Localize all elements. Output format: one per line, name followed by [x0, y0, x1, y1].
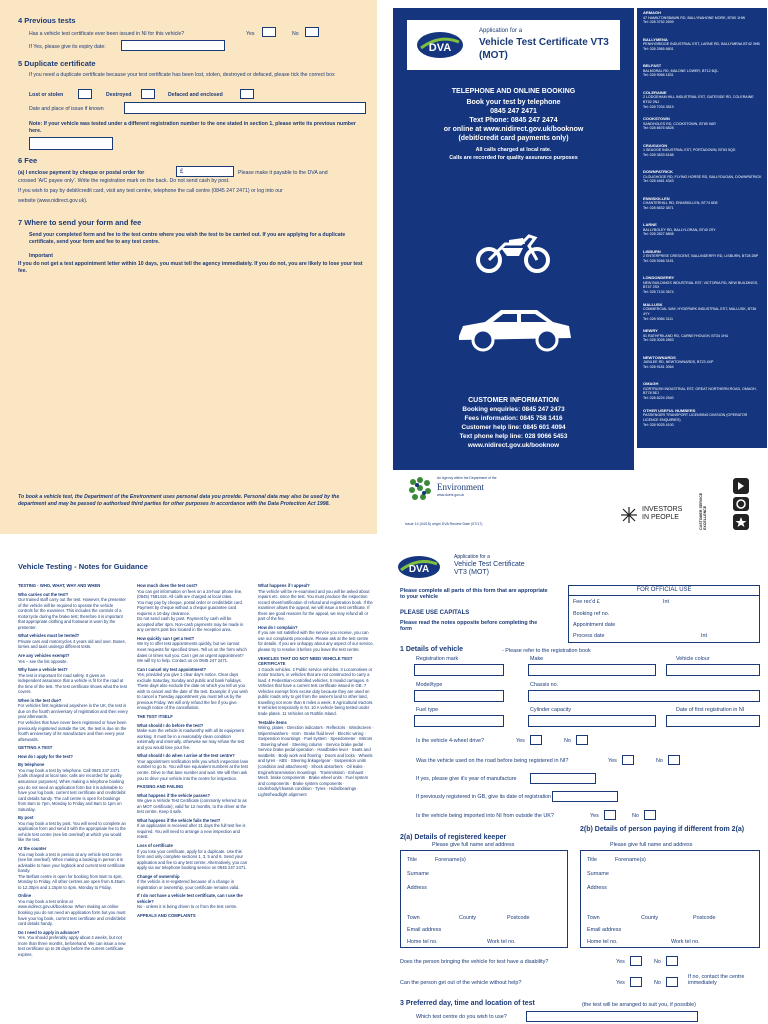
- q-road-yes-label: Yes: [608, 758, 617, 764]
- cover-title-band: [407, 20, 620, 70]
- booking-phone: 0845 247 2471: [490, 108, 537, 115]
- fuel-label: Fuel type: [416, 707, 439, 713]
- doe-logo-icon: [405, 474, 435, 504]
- test-centre-tel: Tel: 028 2827 8808: [643, 232, 674, 237]
- notes-paragraph: You may pay by cheque, postal order or credit/debit card. Payment by cheque without a cheque guarantee card requires a 10-day clearance.: [137, 599, 243, 616]
- notes-paragraph: Your appointment notification tells you which inspection lane number to go to. You will see equivalent numbers at the test centre. Drive to that lane number and wait. We will then ask you to drive your vehicle into the centre for inspection.: [137, 758, 249, 781]
- notes-heading: TESTING - WHO, WHAT, WHY AND WHEN: [18, 583, 101, 588]
- cse-mark-2-icon: [733, 497, 749, 511]
- motorcycle-icon: [475, 226, 551, 274]
- test-centre-name: BALLYMENA: [643, 36, 668, 42]
- ci-helpline: Customer help line: 0845 601 4094: [461, 424, 566, 431]
- lost-checkbox[interactable]: [78, 89, 92, 99]
- test-centres-panel: [637, 8, 767, 448]
- test-centre-entry: [643, 143, 763, 158]
- notes-column-2: [137, 580, 249, 919]
- make-input[interactable]: [528, 664, 656, 676]
- q-disability-no-label: No: [654, 959, 661, 965]
- notes-heading: What happens if the vehicle passes?: [137, 792, 211, 798]
- form-page-sections: [0, 0, 377, 534]
- pound-sign: £: [180, 169, 184, 175]
- official-use-box: [568, 585, 760, 643]
- test-centre-address: 47 HAMILTONSBAWN RD, BALLYNAHONE MORE, BT60 1HW: [643, 15, 746, 20]
- payer-title-label: Title: [587, 857, 597, 863]
- keeper-email-label: Email address: [407, 927, 442, 933]
- ci-booking: Booking enquiries: 0845 247 2473: [462, 406, 565, 413]
- q-get-out-yes-checkbox[interactable]: [630, 977, 642, 987]
- expiry-label: If Yes, please give its expiry date:: [29, 44, 106, 50]
- test-centre-address: 1 SEAGOE INDUSTRIAL EST, PORTADOWN, BT63 5QD: [643, 148, 736, 153]
- test-centre-address: 2 ENTERPRISE CRESCENT, BALLINDERRY RD, LISBURN, BT28 2BP: [643, 254, 759, 259]
- notes-paragraph: If you lose your certificate, apply for a duplicate. Use this form and only complete sections 1, 3, 5 and 6. Send your application and fee to any test centre. Alternatively, you can apply via our telephone booking service on 0845 247 2471.: [137, 848, 248, 871]
- customer-info-heading: CUSTOMER INFORMATION: [468, 397, 559, 404]
- notes-paragraph: The vehicle will be re-examined and you will be asked about repairs etc. since the test. You must produce the inspection record sheet/notification of refusal and registration book. If the examiner allows the appeal, we will issue a test certificate. If there are good reasons for the appeal, we may refund all or part of the fee.: [258, 588, 373, 622]
- test-centre-name: OTHER USEFUL NUMBERS: [643, 407, 696, 413]
- make-label: Make: [530, 656, 544, 662]
- q-disability: Does the person bringing the vehicle for test have a disability?: [400, 959, 549, 965]
- booking-ref-label: Booking ref no.: [573, 611, 610, 617]
- notes-paragraph: You may book a test in person at any vehicle test centre (see list overleaf). When making a booking in person it is advisable to have your logbook and current test certificate handy.: [18, 851, 126, 874]
- notes-heading: At the counter: [18, 845, 47, 851]
- payer-town-label: Town: [587, 915, 600, 921]
- test-centre-tel: Tel: 028 8676 6828: [643, 126, 674, 131]
- test-centre-name: NEWRY: [643, 328, 658, 333]
- test-centre-name: ARMAGH: [643, 10, 661, 15]
- previous-test-yes-checkbox[interactable]: [262, 27, 276, 37]
- notes-for-guidance-page: [0, 546, 384, 1024]
- notes-heading: Change of ownership: [137, 873, 180, 879]
- colour-input[interactable]: [666, 664, 760, 676]
- test-centre-name: DOWNPATRICK: [643, 169, 673, 174]
- test-centre-entry: [643, 408, 763, 428]
- test-centre-tel: Tel: 028 6632 3871: [643, 205, 674, 210]
- booking-card: (debit/credit card payments only): [458, 135, 569, 142]
- destroyed-label: Destroyed: [106, 92, 132, 98]
- notes-paragraph: If an application is received after 21 days the full test fee is required. You will need to arrange a new inspection and retest.: [137, 823, 246, 840]
- previous-test-no-checkbox[interactable]: [305, 27, 319, 37]
- section-2b-heading: 2(b) Details of person paying if different from 2(a): [580, 826, 745, 833]
- q-road-no-checkbox[interactable]: [668, 755, 680, 765]
- notes-paragraph: You can get information on fees on a 24-hour phone line, (0845) 7581416. All calls are charged at local rates.: [137, 588, 243, 600]
- test-centre-entry: [643, 63, 763, 78]
- previous-test-question: Has a vehicle test certificate ever been issued in NI for this vehicle?: [29, 31, 185, 37]
- q-4wd-yes-label: Yes: [516, 738, 525, 744]
- date-place-input[interactable]: [124, 102, 366, 114]
- test-centre-entry: [643, 275, 763, 295]
- q-4wd-no-label: No: [564, 738, 571, 744]
- notes-heading: Loss of certificate: [137, 842, 173, 848]
- test-centre-entry: [643, 249, 763, 264]
- test-centre-address: 2 LODGEHAM HILL INDUSTRIAL EST, GATESIDE RD, COLERAINE BT52 2NJ: [643, 95, 754, 104]
- test-centre-address: BALLYBOLEY RD, BALLYLORAN, BT40 2SY: [643, 227, 716, 232]
- car-icon: [455, 300, 575, 358]
- agency-text: An Agency within the Department of the: [437, 476, 497, 480]
- notes-heading: THE TEST ITSELF: [137, 714, 173, 720]
- section-5-heading: 5 Duplicate certificate: [18, 59, 96, 68]
- form-dva-logo-icon: [396, 554, 442, 580]
- form-title-2: VT3 (MOT): [454, 569, 489, 576]
- chassis-label: Chassis no.: [530, 682, 559, 688]
- application-form-page: [392, 548, 768, 1024]
- ci-textphone: Text phone help line: 028 9066 5453: [459, 433, 568, 440]
- gb-reg-date-input[interactable]: [552, 791, 618, 802]
- cover-title-2: (MOT): [479, 50, 508, 61]
- contact-centre-note: If no, contact the centre immediately: [688, 974, 745, 986]
- q-gb: If previously registered in GB, give its date of registration: [416, 794, 552, 800]
- keeper-postcode-label: Postcode: [507, 915, 530, 921]
- test-centre-entry: [643, 37, 763, 52]
- test-centre-entry: [643, 90, 763, 110]
- registered-keeper-box[interactable]: [400, 850, 568, 948]
- q-road-no-label: No: [656, 758, 663, 764]
- cover-app-for: Application for a: [479, 28, 523, 34]
- fee-line-b: If you wish to pay by debit/credit card, visit any test centre, telephone the call centre (0845 247 2471) or log into our: [18, 188, 283, 194]
- model-input[interactable]: [414, 690, 504, 702]
- fee-line-c: website (www.nidirect.gov.uk).: [18, 198, 88, 204]
- test-centre-tel: Tel: 028 8224 2540: [643, 396, 674, 401]
- payer-surname-label: Surname: [587, 871, 609, 877]
- keeper-home-tel-label: Home tel no.: [407, 939, 438, 945]
- notes-heading: What happens if I appeal?: [258, 583, 310, 588]
- q-import-no-checkbox[interactable]: [644, 810, 656, 820]
- section-2b-note: Please give full name and address: [610, 842, 693, 848]
- notes-heading: APPEALS AND COMPLAINTS: [137, 912, 196, 918]
- notes-heading: Who carries out the test?: [18, 591, 69, 597]
- booking-line1: Book your test by telephone: [466, 99, 561, 106]
- reg-mark-input[interactable]: [414, 664, 504, 676]
- q-import-yes-label: Yes: [590, 813, 599, 819]
- test-centre-name: ENNISKILLEN: [643, 195, 670, 201]
- which-centre-input[interactable]: [526, 1011, 698, 1022]
- date-place-label: Date and place of issue if known: [29, 106, 104, 112]
- notes-heading: What vehicles must be tested?: [18, 633, 80, 639]
- appointment-date-label: Appointment date: [573, 622, 616, 628]
- chassis-input[interactable]: [528, 690, 760, 702]
- doe-text: Environment: [437, 482, 484, 492]
- fuel-input[interactable]: [414, 715, 504, 727]
- notes-paragraph: You may book a test by telephone. Call 0845 247 2471 (calls charged at local rate; calls are recorded for quality assurance purposes). When making a telephone booking you do not need an application form but it is advisable to have your log book, current test certificate and credit/debit card details handy. The call centre is open for bookings from 8am to 7pm, Monday to Friday and 8am to 1pm on Saturday.: [18, 767, 126, 812]
- duplicate-text: If you need a duplicate certificate because your test certificate has been lost, stolen, destroyed or defaced, please tick the correct box: [29, 72, 335, 78]
- capacity-input[interactable]: [528, 715, 656, 727]
- process-int-label: Int: [701, 633, 707, 639]
- iip-star-icon: [619, 505, 639, 525]
- notes-heading: When is the test due?: [18, 697, 62, 703]
- fee-received-label: Fee rec'd £: [573, 599, 600, 605]
- q-road: Was the vehicle used on the road before being registered in NI?: [416, 758, 569, 764]
- test-centre-address: JUBILEE RD, NEWTOWNARDS, BT23 4XP: [643, 360, 714, 365]
- notes-paragraph: Do not send cash by post. Payment by cash will be accepted after 4pm. Non-cash payments may be made in any centre's post box located in the reception area.: [137, 616, 244, 633]
- fee-int-label: Int: [663, 599, 669, 605]
- reg-mark-label: Registration mark: [416, 656, 459, 662]
- first-reg-input[interactable]: [666, 715, 760, 727]
- test-centre-tel: Tel: 028 4461 4343: [643, 179, 674, 184]
- q-get-out: Can the person get out of the vehicle without help?: [400, 980, 522, 986]
- notes-title: Vehicle Testing - Notes for Guidance: [18, 562, 148, 571]
- cse-text: CUSTOMER SERVICE EXCELLENCE: [699, 492, 707, 530]
- fee-line-a2: Please make it payable to the DVA and: [238, 170, 328, 176]
- notes-heading: By post: [18, 815, 34, 821]
- section-4-heading: 4 Previous tests: [18, 16, 76, 25]
- test-centre-name: CRAIGAVON: [643, 142, 668, 148]
- fee-amount-input[interactable]: [176, 166, 234, 177]
- notes-column-3: [258, 580, 374, 797]
- booking-text: Text Phone: 0845 247 2474: [469, 117, 558, 124]
- booking-online: or online at www.nidirect.gov.uk/booknow: [443, 126, 584, 133]
- notes-paragraph: If you are not satisfied with the service you receive, you can use our complaints procedure. Please ask at the test centre for details. If you are unhappy about any aspect of our service, please try to resolve it before you leave the test centre.: [258, 630, 374, 653]
- different-reg-note: Note: If your vehicle was tested under a different registration number to the one stated in section 1, please write its previous number here.: [29, 121, 356, 135]
- notes-heading: Are any vehicles exempt?: [18, 653, 70, 659]
- privacy-notice: To book a vehicle test, the Department of the Environment uses personal data you provide. Personal data may also be used by the department and may be passed to authorised third parties for other purposes in accordance with the Data Protection Act 1998.: [18, 494, 340, 508]
- payer-email-label: Email address: [587, 927, 622, 933]
- colour-label: Vehicle colour: [676, 656, 710, 662]
- keeper-work-tel-label: Work tel no.: [487, 939, 516, 945]
- test-centre-tel: Tel: 028 3026 2853: [643, 338, 674, 343]
- iip-text: INVESTORS IN PEOPLE: [642, 506, 683, 521]
- notes-heading: How quickly can I get a test?: [137, 635, 195, 641]
- test-centre-entry: [643, 302, 763, 322]
- payer-county-label: County: [641, 915, 659, 921]
- notes-paragraph: For vehicles that have never been registered or have been previously registered outside the UK, the test is due on the fourth anniversary of its manufacture and then every year afterwards.: [18, 720, 127, 742]
- test-centre-entry: [643, 355, 763, 370]
- model-label: Model/type: [416, 682, 443, 688]
- lost-label: Lost or stolen: [29, 92, 64, 98]
- q-4wd-yes-checkbox[interactable]: [530, 735, 542, 745]
- notes-paragraph: Private cars and motorcycles 4 years old and over. Buses, lorries and taxis undergo different tests.: [18, 638, 126, 650]
- booking-heading: TELEPHONE AND ONLINE BOOKING: [451, 88, 576, 95]
- q-import: Is the vehicle being imported into NI from outside the UK?: [416, 813, 554, 819]
- payer-address-label: Address: [587, 885, 607, 891]
- q-road-yes-checkbox[interactable]: [622, 755, 634, 765]
- notes-heading: What should I do before the test?: [137, 722, 204, 728]
- notes-heading: What happens if the vehicle fails the test?: [137, 817, 221, 823]
- notes-heading: Online: [18, 893, 32, 899]
- important-text: If you do not get a test appointment letter within 10 days, you must tell the agency immediately. If you do not, you are likely to lose your test fee.: [18, 261, 363, 275]
- test-centre-name: NEWTOWNARDS: [643, 354, 676, 360]
- test-centre-name: LISBURN: [643, 248, 661, 254]
- test-centre-entry: [643, 222, 763, 237]
- q-year: If yes, please give it's year of manufacture: [416, 776, 517, 782]
- payer-work-tel-label: Work tel no.: [671, 939, 700, 945]
- form-app-for: Application for a: [454, 554, 490, 560]
- test-centre-address: BALMORAL RD, MALONE LOWER, BT12 6QL: [643, 68, 719, 73]
- notes-column-1: [18, 580, 128, 957]
- keeper-title-label: Title: [407, 857, 417, 863]
- test-centre-entry: [643, 328, 763, 343]
- destroyed-checkbox[interactable]: [141, 89, 155, 99]
- test-centre-tel: Tel: 028 9068 1831: [643, 73, 674, 78]
- test-centre-entry: [643, 196, 763, 211]
- booking-quality: Calls are recorded for quality assurance purposes: [449, 155, 578, 161]
- test-centre-address: GORTRUSH INDUSTRIAL EST, GREAT NORTHERN ROAD, OMAGH, BT78 5EJ: [643, 386, 757, 396]
- dva-logo-text: DVA: [428, 42, 452, 54]
- test-centre-entry: [643, 169, 763, 184]
- test-centre-tel: Tel: 028 9181 3064: [643, 364, 674, 369]
- keeper-county-label: County: [459, 915, 477, 921]
- notes-heading: GETTING A TEST: [18, 745, 53, 751]
- capacity-label: Cylinder capacity: [530, 707, 572, 713]
- year-of-manufacture-input[interactable]: [530, 773, 596, 784]
- notes-heading: Testable items: [258, 719, 287, 725]
- test-centre-address: CHANTERHILL RD, ENNISKILLEN, BT74 6DE: [643, 201, 718, 206]
- test-centre-address: SANDHOLES RD, COOKSTOWN, BT80 9AR: [643, 121, 716, 126]
- notes-heading: By telephone: [18, 762, 45, 768]
- q-import-no-label: No: [632, 813, 639, 819]
- section-1-heading: 1 Details of vehicle: [400, 646, 464, 653]
- section-2a-heading: 2(a) Details of registered keeper: [400, 834, 507, 841]
- notes-paragraph: For vehicles first registered anywhere in the UK, the test is due on the fourth anniversary of registration and then every year afterwards.: [18, 703, 128, 720]
- payer-forename-label: Forename(s): [615, 857, 646, 863]
- test-centre-tel: Tel: 028 9025 4100: [643, 422, 674, 427]
- section-3-note: (the test will be arranged to suit you, if possible): [582, 1002, 696, 1008]
- test-centre-address: 51 RATHFRILAND RD, CARNEYHOUGH, BT34 1HU: [643, 333, 729, 338]
- section-3-heading: 3 Preferred day, time and location of test: [400, 1000, 535, 1007]
- q-4wd-no-checkbox[interactable]: [576, 735, 588, 745]
- notes-paragraph: If the vehicle is re-registered because of a change in registration or ownership, your certificate remains valid.: [137, 879, 240, 890]
- notes-paragraph: You may book a test by post. You will need to complete an application form and send it with the appropriate fee to the vehicle test centre (see list overleaf) at which you would like the test.: [18, 820, 126, 843]
- fee-line-a3: crossed 'A/C payee only'. Write the registration mark on the back. Do not send cash by post.: [18, 178, 230, 184]
- official-use-heading: FOR OFFICIAL USE: [636, 587, 692, 593]
- ci-fees: Fees information: 0845 758 1416: [464, 415, 563, 422]
- notes-paragraph: Wiring, plates · Direction indicators · Reflectors · Windscreen · Wipers/washers · Horn · Brake fluid level · Electric wiring · Suspension mountings · Fuel system · Speedometer · Mirrors · Steering wheel · Steering column · Service brake pedal · Service brake pedal operation · Handbrake lever · Seats and seatbelts · Body work and flooring · Doors and locks · Wheels and tyres · ABS · Steering linkage/gear · Suspension units (condition and attachment) · Shock absorbers · Oil leaks · Engine/transmission mountings · Transmission · Exhaust · Mech. brake components · Brake wheel units · Fuel system and components · Brake system components · Underbody/chassis condition · Tyres · Hubs/bearings · Lights/headlight alignment: [258, 725, 374, 797]
- test-centre-tel: Tel: 028 7134 3674: [643, 290, 674, 295]
- notes-paragraph: Our trained staff carry out the test. However, the presenter of the vehicle will be required to operate the vehicle controls for the examiner. This includes the controls of a motorcycle during the brake test; therefore it is important that appropriate clothing and footwear is worn by the presenter.: [18, 597, 126, 630]
- cover-blue-panel: [393, 8, 634, 470]
- payer-postcode-label: Postcode: [693, 915, 716, 921]
- notes-heading: PASSING AND FAILING: [137, 784, 184, 790]
- doe-url: www.doeni.gov.uk: [437, 493, 465, 497]
- ci-website: www.nidirect.gov.uk/booknow: [467, 442, 560, 449]
- notes-heading: Do I need to apply in advance?: [18, 929, 80, 935]
- use-capitals: PLEASE USE CAPITALS: [400, 610, 470, 616]
- issue-text: Issue 14 (04/15) origin DVA Review Date (07/17): [405, 522, 483, 526]
- notes-paragraph: We try to offer test appointments quickly, but we cannot meet requests for specified times. Tell us on the form which dates or times suit you. Can I get an urgent appointment? We will try to help. Contact us on 0845 247 2471.: [137, 641, 247, 664]
- test-centre-address: COMMERCIAL WAY, HYDEPARK INDUSTRIAL EST, MALLUSK, BT36 4YY: [643, 307, 757, 316]
- send-text: Send your completed form and fee to the test centre where you wish the test to be carried out. If you are applying for a duplicate certificate, send your form and fee to any test centre.: [29, 232, 346, 246]
- notes-paragraph: Make sure the vehicle is roadworthy with all its equipment working. It must be in a reasonably clean condition externally and internally, otherwise we may refuse the test and you would lose your fee.: [137, 728, 245, 750]
- notes-heading: How do I apply for the test?: [18, 753, 73, 759]
- section-6-heading: 6 Fee: [18, 156, 38, 165]
- test-centre-entry: [643, 381, 763, 401]
- test-centre-name: LONDONDERRY: [643, 275, 675, 280]
- complete-instruction: Please complete all parts of this form that are appropriate to your vehicle: [400, 588, 548, 600]
- notes-heading: How much does the test cost?: [137, 583, 198, 588]
- notes-paragraph: Yes. You should preferably apply about 4 weeks, but not more than three months, beforehand. We can issue a new test certificate up to 28 days before the current certificate expires.: [18, 935, 126, 957]
- section-1-note: - Please refer to the registration book: [502, 648, 591, 654]
- keeper-surname-label: Surname: [407, 871, 429, 877]
- notes-paragraph: The Belfast centre is open for booking from 8am to 4pm, Monday to Friday. All other centres are open from 8.45am to 12.30pm and 1.15pm to 4pm, Monday to Friday.: [18, 873, 125, 890]
- section-2a-note: Please give full name and address: [432, 842, 515, 848]
- test-centre-tel: Tel: 028 3833 6188: [643, 152, 674, 157]
- notes-heading: If I do not have a vehicle test certificate, can I use the vehicle?: [137, 893, 243, 904]
- test-centre-name: BELFAST: [643, 63, 662, 68]
- test-centre-name: COLERAINE: [643, 89, 667, 95]
- test-centre-address: NEW BUILDINGS INDUSTRIAL EST, VICTORIA RD, NEW BUILDINGS, BT47 2SX: [643, 280, 759, 290]
- no-label: No: [292, 31, 299, 37]
- form-title: Vehicle Test Certificate: [454, 561, 525, 568]
- important-label: Important: [29, 253, 53, 259]
- q-disability-no-checkbox[interactable]: [666, 956, 678, 966]
- test-centre-tel: Tel: 028 7034 3819: [643, 104, 674, 109]
- notes-paragraph: 1 Goods vehicles. 2 Public service vehicles. 3 Locomotives or motor tractors, ie vehicles that are not constructed to carry a load. 4 Pedestrian-controlled vehicles. 5 Invalid carriages. 6 Vehicles that have a current test certificate issued in GB. 7 Vehicles exempt from excise duty because they are used on public roads only to get from the owner's land to other land, travelling not more than 6 miles a week. 8 Agricultural tractors. 9 Vehicles temporarily in NI. 10 A vehicle being tested under trade plates. 11 Vehicles on Rathlin Island.: [258, 666, 374, 717]
- notes-paragraph: We give a Vehicle Test Certificate (commonly referred to as an MOT certificate), valid for 12 months, to the driver at the test centre. Keep it safe.: [137, 798, 247, 815]
- payer-home-tel-label: Home tel no.: [587, 939, 618, 945]
- test-centre-name: COOKSTOWN: [643, 116, 670, 121]
- section-7-heading: 7 Where to send your form and fee: [18, 218, 142, 227]
- cover-title: Vehicle Test Certificate VT3: [479, 37, 609, 48]
- test-centre-address: CLOUGHOGE RD, FLYING HORSE RD, BALLYDUGAN, DOWNPATRICK: [643, 174, 762, 179]
- previous-number-input[interactable]: [29, 137, 113, 150]
- test-centre-tel: Tel: 028 9084 3111: [643, 316, 674, 321]
- notes-paragraph: Yes, provided you give 1 clear day's notice. Clear days exclude Saturday, Sunday and public and bank holidays. These days also exclude the date on which you tell us you wish to cancel and the date of the test. Example: if you wish to cancel a Tuesday appointment you must tell us by the previous Friday. We will only refund the fee if you give enough notice of the cancellation.: [137, 672, 248, 711]
- test-centre-tel: Tel: 028 3752 2699: [643, 20, 674, 25]
- defaced-checkbox[interactable]: [240, 89, 254, 99]
- notes-paragraph: No - unless it is being driven to or from the test centre.: [137, 904, 238, 910]
- notes-heading: How do I complain?: [258, 624, 298, 630]
- keeper-address-label: Address: [407, 885, 427, 891]
- dva-logo-icon: [415, 30, 465, 60]
- q-disability-yes-label: Yes: [616, 959, 625, 965]
- expiry-date-input[interactable]: [121, 40, 225, 51]
- test-centre-tel: Tel: 028 2565 6801: [643, 46, 674, 51]
- first-reg-label: Date of first registration in NI: [676, 707, 745, 713]
- test-centre-entry: [643, 10, 763, 25]
- q-4wd: Is the vehicle 4-wheel drive?: [416, 738, 485, 744]
- yes-label: Yes: [246, 31, 255, 37]
- notes-heading: What should I do when I arrive at the test centre?: [137, 753, 235, 759]
- person-paying-box[interactable]: [580, 850, 760, 948]
- fee-line-a: (a) I enclose payment by cheque or postal order for: [18, 170, 145, 176]
- q-get-out-yes-label: Yes: [616, 980, 625, 986]
- test-centre-address: PENNYBRIDGE INDUSTRIAL EST, LARNE RD, BALLYMENA BT42 3HB: [643, 42, 760, 47]
- test-centre-tel: Tel: 028 9266 3151: [643, 258, 674, 263]
- notes-heading: Can I cancel my test appointment?: [137, 666, 207, 672]
- notes-heading: VEHICLES THAT DO NOT NEED VEHICLE TEST CERTIFICATE: [258, 655, 353, 667]
- notes-paragraph: Yes – see the list opposite.: [18, 658, 68, 664]
- process-date-label: Process date: [573, 633, 605, 639]
- notes-paragraph: The test is important for road safety. It gives an independent assurance that a vehicle is fit for the road at the time of the test. The test certificate shows what the test covers.: [18, 672, 127, 695]
- test-centre-entry: [643, 116, 763, 131]
- q-get-out-no-label: No: [654, 980, 661, 986]
- centres-note: (All calls charged at local rate): [699, 438, 748, 442]
- test-centre-address: PASSENGER TRANSPORT LICENSING DIVISION (OPERATOR LICENCE ENQUIRIES): [643, 413, 748, 422]
- read-notes: Please read the notes opposite before completing the form: [400, 620, 538, 632]
- q-get-out-no-checkbox[interactable]: [666, 977, 678, 987]
- form-header: [392, 550, 768, 590]
- booking-charge: All calls charged at local rate.: [475, 147, 552, 153]
- keeper-forename-label: Forename(s): [435, 857, 466, 863]
- cse-mark-3-icon: [733, 514, 749, 530]
- which-centre-label: Which test centre do you wish to use?: [416, 1014, 507, 1020]
- notes-paragraph: You may book a test online at www.nidirect.gov.uk/booknow. When making an online booking you do not need an application form but you must have your log book, current test certificate and credit/debit card details handy.: [18, 898, 126, 927]
- cover-page: [393, 8, 767, 530]
- test-centre-name: LARNE: [643, 222, 657, 227]
- cse-mark-1-icon: [733, 478, 749, 494]
- q-disability-yes-checkbox[interactable]: [630, 956, 642, 966]
- q-import-yes-checkbox[interactable]: [604, 810, 616, 820]
- test-centre-name: MALLUSK: [643, 301, 663, 307]
- form-dva-logo-text: DVA: [408, 564, 430, 575]
- defaced-label: Defaced and enclosed: [168, 92, 223, 98]
- keeper-town-label: Town: [407, 915, 420, 921]
- notes-heading: Why have a vehicle test?: [18, 667, 68, 673]
- test-centre-name: OMAGH: [643, 381, 659, 386]
